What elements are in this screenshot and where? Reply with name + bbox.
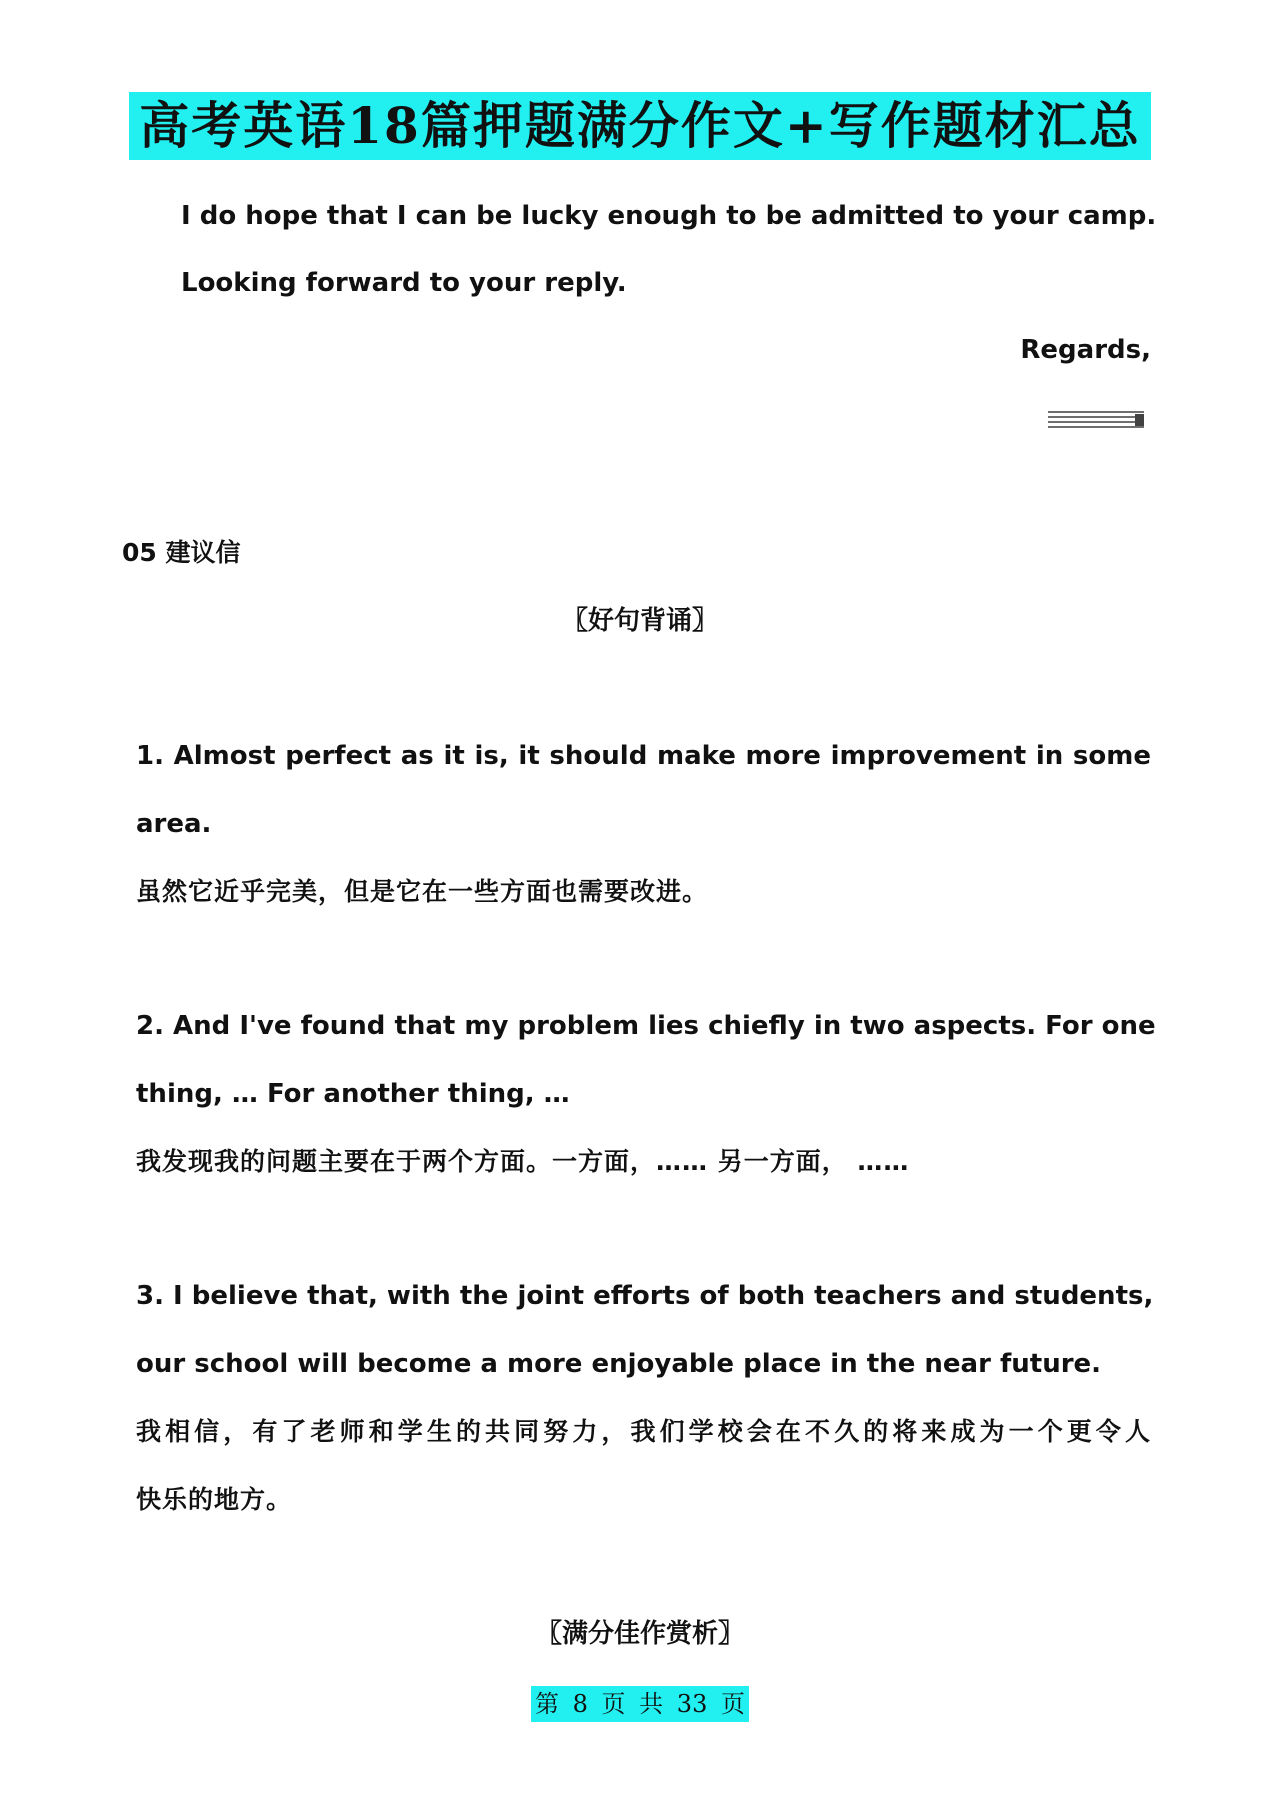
sentence-3-en-line-2: our school will become a more enjoyable place in the near future.	[136, 1349, 1102, 1379]
sentence-1-en-line-2: area.	[136, 809, 212, 839]
letter-line-2: Looking forward to your reply.	[181, 268, 627, 298]
sentence-3-en-line-1: 3. I believe that, with the joint efforts of both teachers and students,	[136, 1281, 1154, 1311]
sentence-2-cn: 我发现我的问题主要在于两个方面。一方面，…… 另一方面， ……	[136, 1147, 910, 1176]
sentence-2-en-line-2: thing, … For another thing, …	[136, 1079, 570, 1109]
letter-closing: Regards,	[1020, 335, 1151, 365]
page-footer	[0, 1686, 1280, 1722]
sentence-3-cn-line-2: 快乐的地方。	[136, 1485, 293, 1514]
sentence-2-en-line-1: 2. And I've found that my problem lies chiefly in two aspects. For one	[136, 1011, 1156, 1041]
letter-line-1: I do hope that I can be lucky enough to be admitted to your camp.	[181, 201, 1157, 231]
document-title: 高考英语18篇押题满分作文+写作题材汇总	[129, 92, 1150, 160]
section-label: 05 建议信	[122, 538, 241, 567]
title-bar	[0, 92, 1280, 160]
page-number: 第 8 页 共 33 页	[531, 1686, 749, 1722]
sentence-3-cn-line-1: 我相信，有了老师和学生的共同努力，我们学校会在不久的将来成为一个更令人	[136, 1417, 1151, 1446]
subheading-model-essay: 〖满分佳作赏析〗	[535, 1619, 744, 1649]
redacted-signature	[1048, 408, 1144, 430]
sentence-1-cn: 虽然它近乎完美，但是它在一些方面也需要改进。	[136, 877, 709, 906]
subheading-good-sentences: 〖好句背诵〗	[561, 606, 718, 636]
sentence-1-en-line-1: 1. Almost perfect as it is, it should make more improvement in some	[136, 741, 1151, 771]
